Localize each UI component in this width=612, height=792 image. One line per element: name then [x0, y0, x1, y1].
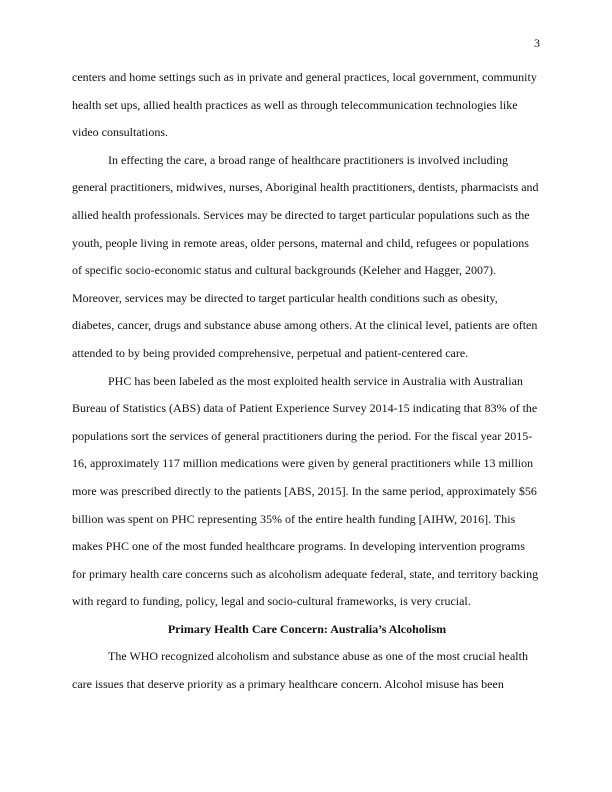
text-line: billion was spent on PHC representing 35% of the entire health funding [AIHW, 2016]. This: [72, 511, 516, 526]
text-line: health set ups, allied health practices as well as through telecommunication technologies like: [72, 97, 518, 112]
text-line: In effecting the care, a broad range of healthcare practitioners is involved including: [108, 152, 508, 167]
body-paragraphs: [72, 64, 542, 616]
section-heading: Primary Health Care Concern: Australia’s Alcoholism: [167, 621, 447, 636]
text-line: video consultations.: [72, 125, 168, 140]
text-line: Bureau of Statistics (ABS) data of Patient Experience Survey 2014-15 indicating that 83% of the: [72, 401, 538, 416]
section-paragraph: [72, 643, 542, 698]
text-line: attended to by being provided comprehensive, perpetual and patient-centered care.: [72, 345, 469, 360]
text-line: for primary health care concerns such as alcoholism adequate federal, state, and territory backing: [72, 566, 539, 581]
text-line: with regard to funding, policy, legal and socio-cultural frameworks, is very crucial.: [72, 594, 471, 609]
page-number: 3: [534, 36, 540, 50]
document-body: [72, 64, 542, 699]
text-line: diabetes, cancer, drugs and substance abuse among others. At the clinical level, patients are often: [72, 318, 538, 333]
text-line: allied health professionals. Services may be directed to target particular populations such as the: [72, 207, 530, 222]
text-line: PHC has been labeled as the most exploited health service in Australia with Australian: [108, 373, 523, 388]
text-line: Moreover, services may be directed to target particular health conditions such as obesity,: [72, 290, 498, 305]
text-line: more was prescribed directly to the patients [ABS, 2015]. In the same period, approximately $56: [72, 483, 537, 498]
text-line: 16, approximately 117 million medications were given by general practitioners while 13 million: [72, 456, 534, 471]
text-line: of specific socio-economic status and cultural backgrounds (Keleher and Hagger, 2007).: [72, 263, 497, 278]
text-line: populations sort the services of general practitioners during the period. For the fiscal year 2015-: [72, 428, 533, 443]
text-line: centers and home settings such as in private and general practices, local government, community: [72, 70, 537, 84]
text-line: The WHO recognized alcoholism and substance abuse as one of the most crucial health: [108, 649, 528, 664]
text-line: youth, people living in remote areas, older persons, maternal and child, refugees or populations: [72, 235, 529, 250]
text-line: makes PHC one of the most funded healthcare programs. In developing intervention programs: [72, 539, 525, 554]
text-line: general practitioners, midwives, nurses, Aboriginal health practitioners, dentists, pharmacists and: [72, 180, 539, 195]
text-line: care issues that deserve priority as a primary healthcare concern. Alcohol misuse has been: [72, 677, 504, 692]
